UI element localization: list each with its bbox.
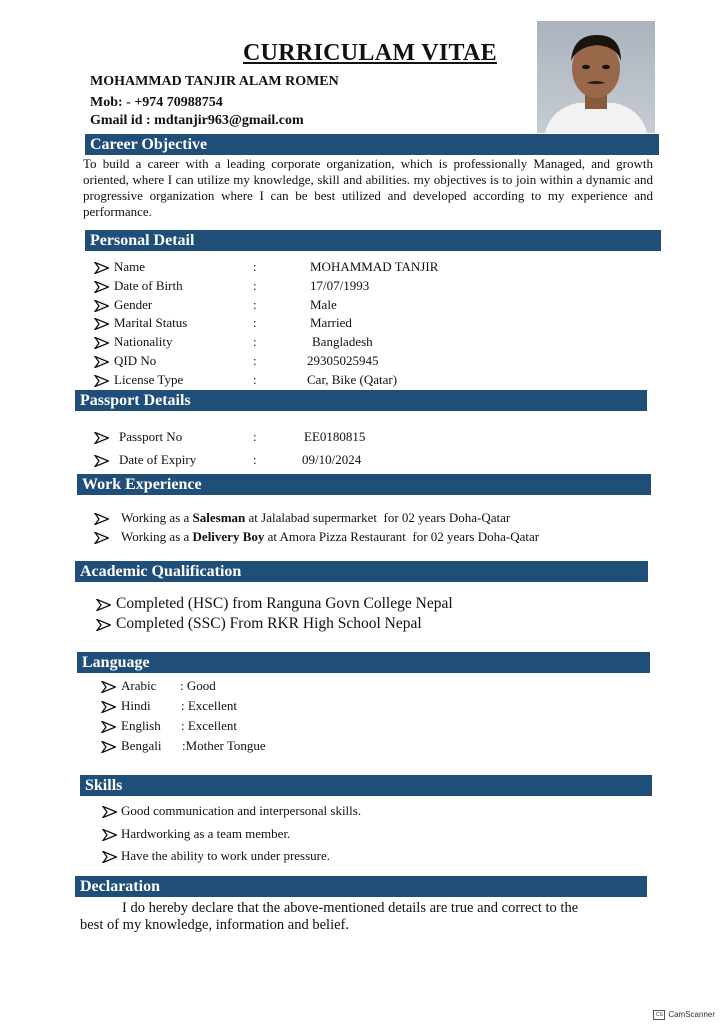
arrow-bullet-icon xyxy=(96,597,111,609)
skill-item xyxy=(0,801,725,820)
skill-item xyxy=(0,846,725,865)
personal-detail-row xyxy=(0,276,725,295)
personal-detail-row xyxy=(0,295,725,314)
arrow-bullet-icon xyxy=(102,827,117,839)
skill-text: Have the ability to work under pressure. xyxy=(121,848,331,863)
applicant-name: MOHAMMAD TANJIR ALAM ROMEN xyxy=(90,74,339,89)
language-row xyxy=(0,676,725,695)
declaration-heading: Declaration xyxy=(75,876,647,897)
passport-detail-colon: : xyxy=(253,429,257,444)
academic-qualification-text: Completed (SSC) From RKR High School Nepal xyxy=(116,615,422,632)
personal-detail-colon: : xyxy=(253,353,257,368)
language-name: Bengali xyxy=(121,738,162,753)
personal-detail-label: Name xyxy=(114,259,146,274)
passport-detail-label: Passport No xyxy=(119,429,183,444)
arrow-bullet-icon xyxy=(101,679,116,691)
academic-qualification-heading: Academic Qualification xyxy=(75,561,648,582)
language-name: English xyxy=(121,718,161,733)
work-experience-heading: Work Experience xyxy=(77,474,651,495)
arrow-bullet-icon xyxy=(94,453,109,465)
personal-detail-label: Date of Birth xyxy=(114,277,183,293)
work-experience-item xyxy=(0,508,725,527)
language-level: : Good xyxy=(180,678,216,693)
arrow-bullet-icon xyxy=(94,335,109,347)
work-experience-item xyxy=(0,527,725,546)
personal-detail-value: Bangladesh xyxy=(312,334,373,350)
arrow-bullet-icon xyxy=(94,511,109,523)
arrow-bullet-icon xyxy=(94,373,109,385)
passport-detail-row xyxy=(0,427,725,446)
work-experience-text xyxy=(121,508,510,527)
arrow-bullet-icon xyxy=(94,260,109,272)
personal-detail-label: License Type xyxy=(114,371,184,387)
personal-detail-label: QID No xyxy=(114,353,157,368)
language-level: : Excellent xyxy=(181,698,237,713)
academic-qualification-item xyxy=(0,594,725,613)
arrow-bullet-icon xyxy=(102,849,117,861)
personal-detail-colon: : xyxy=(253,371,257,387)
skill-text: Good communication and interpersonal skills. xyxy=(121,803,362,818)
language-level: :Mother Tongue xyxy=(182,738,266,753)
personal-detail-value: Married xyxy=(310,315,352,331)
language-row xyxy=(0,716,725,735)
camscanner-watermark xyxy=(653,1010,715,1020)
work-text-prefix: Working as a xyxy=(121,510,193,525)
personal-detail-colon: : xyxy=(253,296,257,312)
personal-detail-row xyxy=(0,370,725,389)
arrow-bullet-icon xyxy=(101,739,116,751)
personal-detail-label: Marital Status xyxy=(114,315,188,331)
declaration-text-line1: I do hereby declare that the above-mentioned details are true and correct to the xyxy=(122,900,579,916)
career-objective-text: To build a career with a leading corporate organization, which is professionally Managed, and growth oriented, where I can utilize my knowledge, skill and abilities. my objectives is to join within a dynamic and progressive organization where I can be best utilized and developed according to my experience and performance. xyxy=(83,156,653,219)
arrow-bullet-icon xyxy=(94,530,109,542)
camscanner-label: CamScanner xyxy=(668,1010,715,1020)
skill-text: Hardworking as a team member. xyxy=(121,825,291,841)
personal-detail-colon: : xyxy=(253,259,257,274)
academic-qualification-text: Completed (HSC) from Ranguna Govn College Nepal xyxy=(116,595,453,612)
personal-detail-row xyxy=(0,257,725,276)
work-job-title: Delivery Boy xyxy=(192,529,265,544)
personal-detail-value: Car, Bike (Qatar) xyxy=(307,371,398,387)
personal-detail-label: Gender xyxy=(114,296,153,312)
arrow-bullet-icon xyxy=(96,617,111,629)
work-text-suffix: at Jalalabad supermarket for 02 years Doha-Qatar xyxy=(245,510,511,525)
language-name: Hindi xyxy=(121,698,151,713)
personal-detail-label: Nationality xyxy=(114,334,173,350)
personal-detail-value: Male xyxy=(310,296,337,312)
language-level: : Excellent xyxy=(181,718,237,733)
skill-item xyxy=(0,824,725,843)
work-experience-text xyxy=(121,527,539,546)
personal-detail-colon: : xyxy=(253,277,257,293)
language-name: Arabic xyxy=(121,678,157,693)
personal-detail-value: 17/07/1993 xyxy=(310,277,370,293)
arrow-bullet-icon xyxy=(94,430,109,442)
arrow-bullet-icon xyxy=(94,316,109,328)
skills-heading: Skills xyxy=(80,775,652,796)
mobile-number: Mob: - +974 70988754 xyxy=(90,95,223,110)
arrow-bullet-icon xyxy=(94,298,109,310)
personal-detail-row xyxy=(0,332,725,351)
passport-detail-value: 09/10/2024 xyxy=(302,452,362,467)
arrow-bullet-icon xyxy=(94,279,109,291)
academic-qualification-item xyxy=(0,614,725,633)
arrow-bullet-icon xyxy=(94,354,109,366)
personal-detail-colon: : xyxy=(253,315,257,331)
camscanner-logo-icon: CS xyxy=(653,1010,665,1020)
gmail-address: Gmail id : mdtanjir963@gmail.com xyxy=(90,113,304,128)
language-row xyxy=(0,736,725,755)
page-title: CURRICULAM VITAE xyxy=(243,40,497,66)
personal-detail-row xyxy=(0,313,725,332)
language-heading: Language xyxy=(77,652,650,673)
career-objective-heading: Career Objective xyxy=(85,134,659,155)
passport-detail-colon: : xyxy=(253,452,257,467)
passport-detail-row xyxy=(0,450,725,469)
language-row xyxy=(0,696,725,715)
arrow-bullet-icon xyxy=(102,804,117,816)
arrow-bullet-icon xyxy=(101,719,116,731)
work-text-prefix: Working as a xyxy=(121,529,193,544)
personal-detail-value: 29305025945 xyxy=(307,353,379,368)
passport-detail-value: EE0180815 xyxy=(304,429,366,444)
declaration-text-line2: best of my knowledge, information and belief. xyxy=(80,917,349,933)
personal-detail-heading: Personal Detail xyxy=(85,230,661,251)
work-job-title: Salesman xyxy=(192,510,246,525)
work-text-suffix: at Amora Pizza Restaurant for 02 years Doha-Qatar xyxy=(264,529,540,544)
personal-detail-colon: : xyxy=(253,334,257,350)
profile-photo xyxy=(537,21,655,133)
personal-detail-row xyxy=(0,351,725,370)
passport-details-heading: Passport Details xyxy=(75,390,647,411)
passport-detail-label: Date of Expiry xyxy=(119,452,197,467)
personal-detail-value: MOHAMMAD TANJIR xyxy=(310,259,439,274)
arrow-bullet-icon xyxy=(101,699,116,711)
